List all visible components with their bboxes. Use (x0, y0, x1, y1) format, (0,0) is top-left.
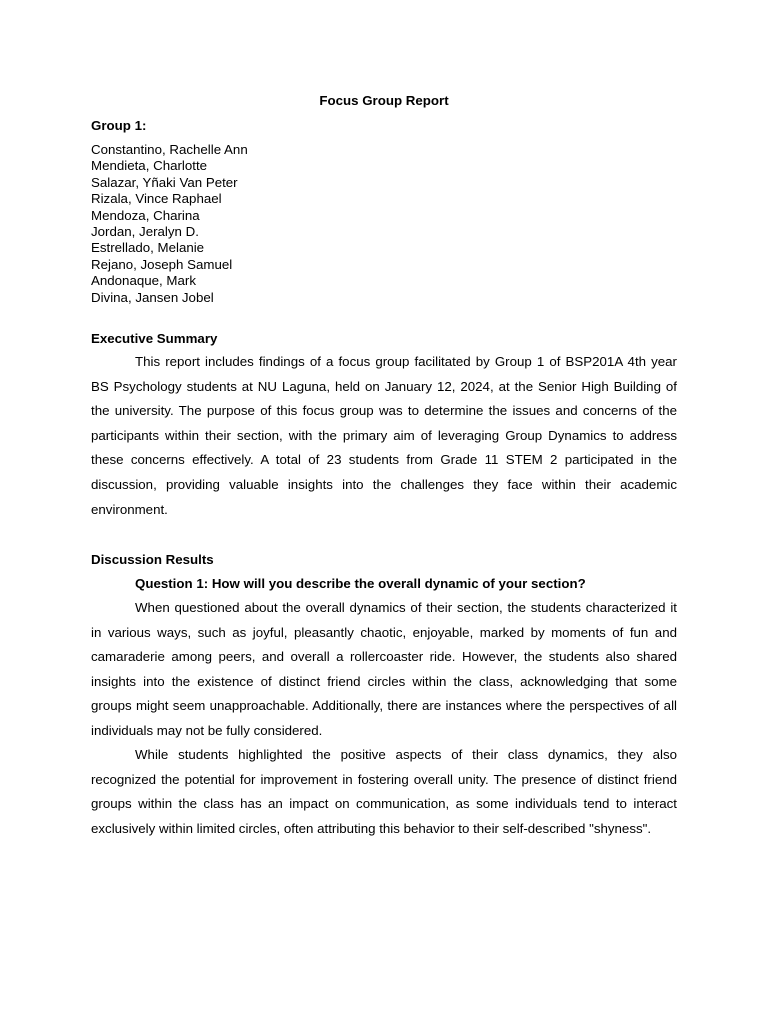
discussion-results-heading: Discussion Results (91, 552, 214, 567)
document-page (91, 0, 677, 1024)
member-list (91, 142, 248, 306)
executive-summary-heading: Executive Summary (91, 331, 218, 346)
discussion-paragraph-1: When questioned about the overall dynamics of their section, the students characterized it in various ways, such as joyful, pleasantly chaotic, enjoyable, marked by moments of fun and camaraderie among peers, and overall a rollercoaster ride. However, the students also shared insights into the existence of distinct friend circles within the class, acknowledging that some groups might seem unapproachable. Additionally, there are instances where the perspectives of all individuals may not be fully considered. (91, 600, 677, 738)
member-name: Rizala, Vince Raphael (91, 191, 222, 207)
group-heading: Group 1: (91, 118, 147, 133)
member-name: Mendoza, Charina (91, 207, 200, 223)
executive-summary-paragraph: This report includes findings of a focus group facilitated by Group 1 of BSP201A 4th year BS Psychology students at NU Laguna, held on January 12, 2024, at the Senior High Building of the university. The purpose of this focus group was to determine the issues and concerns of the participants within their section, with the primary aim of leveraging Group Dynamics to address these concerns effectively. A total of 23 students from Grade 11 STEM 2 participated in the discussion, providing valuable insights into the challenges they face within their academic environment. (91, 354, 677, 517)
discussion-paragraph-2: While students highlighted the positive aspects of their class dynamics, they also recognized the potential for improvement in fostering overall unity. The presence of distinct friend groups within the class has an impact on communication, as some individuals tend to interact exclusively within limited circles, often attributing this behavior to their self-described "shyness". (91, 747, 677, 836)
member-name: Salazar, Yñaki Van Peter (91, 174, 238, 190)
question-1-heading: Question 1: How will you describe the overall dynamic of your section? (135, 576, 586, 591)
member-name: Constantino, Rachelle Ann (91, 142, 248, 157)
member-name: Mendieta, Charlotte (91, 158, 208, 174)
member-name: Divina, Jansen Jobel (91, 289, 214, 305)
member-name: Estrellado, Melanie (91, 240, 205, 256)
report-title: Focus Group Report (319, 93, 449, 108)
member-name: Jordan, Jeralyn D. (91, 223, 199, 239)
member-name: Andonaque, Mark (91, 273, 196, 289)
member-name: Rejano, Joseph Samuel (91, 256, 233, 272)
